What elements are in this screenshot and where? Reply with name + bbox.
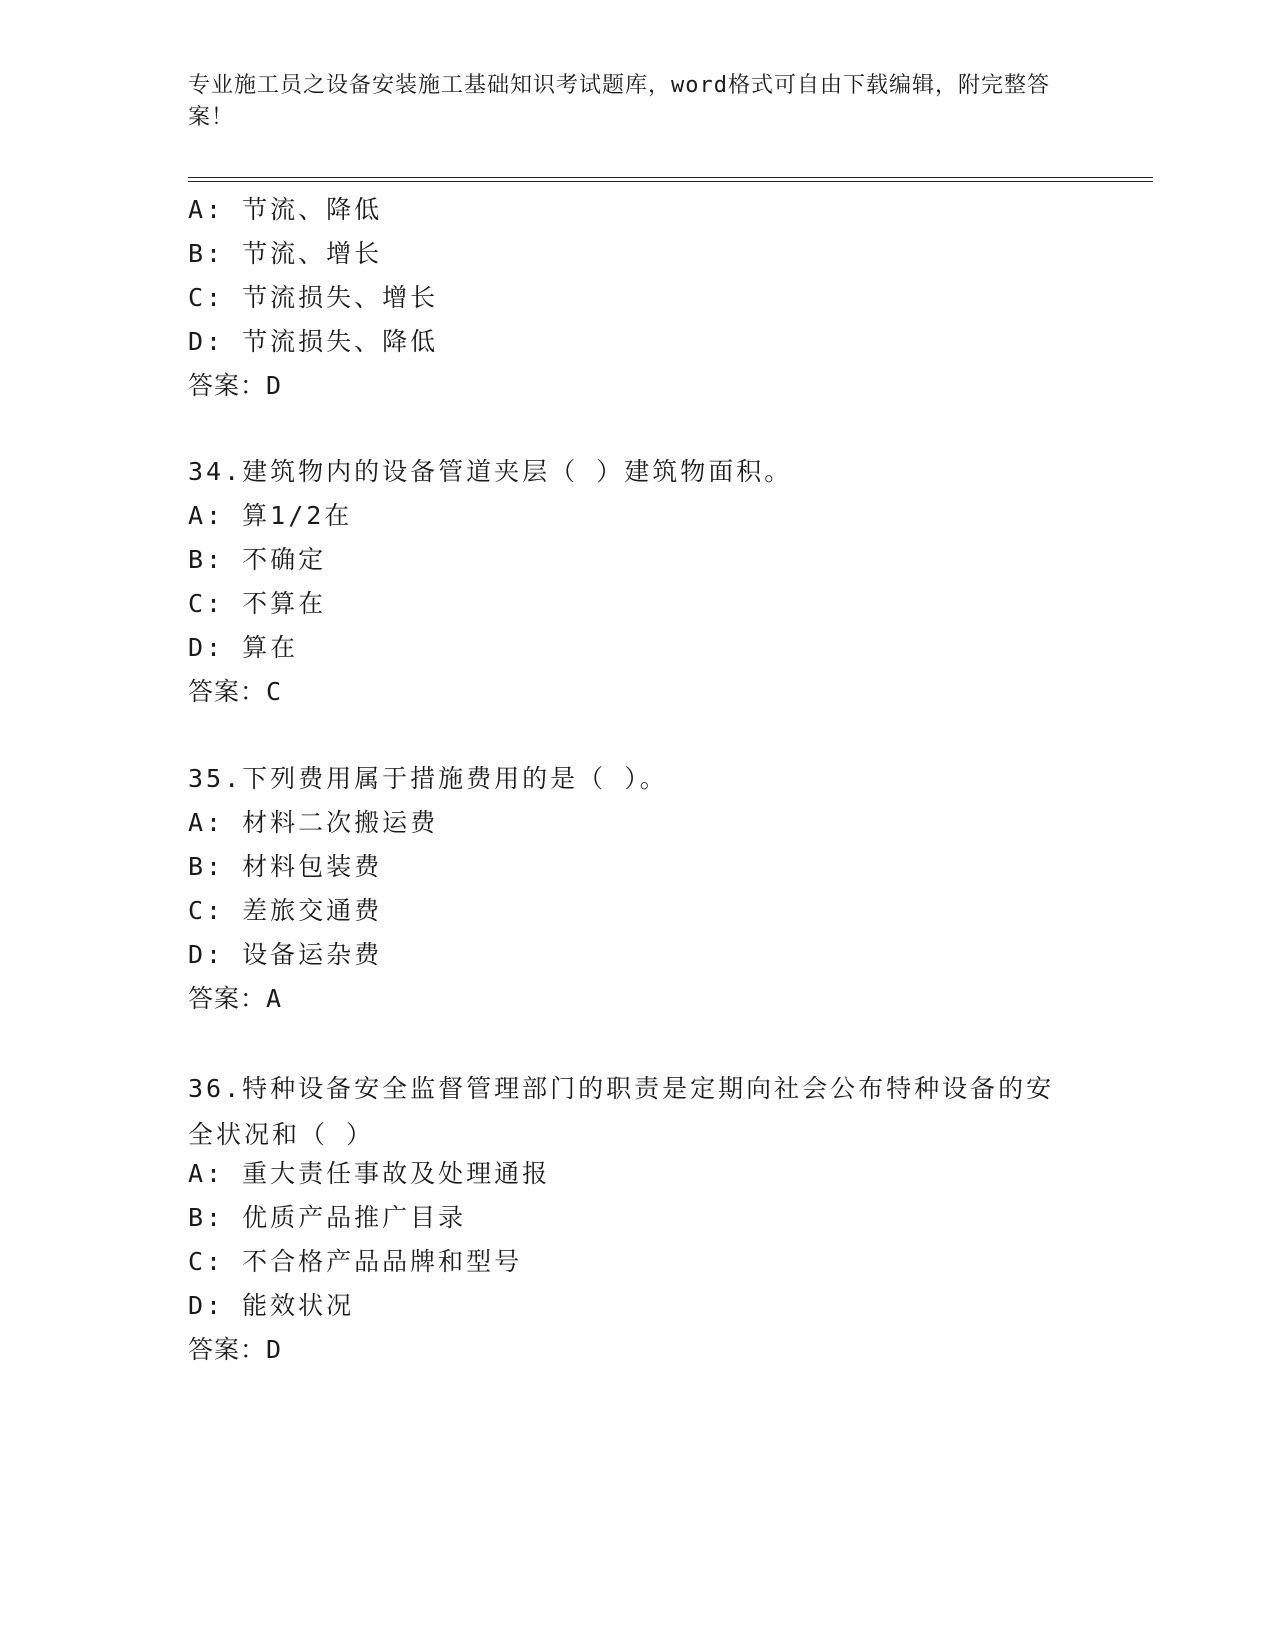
option-d: D: 设备运杂费 (188, 940, 383, 969)
header-divider-top (188, 177, 1153, 178)
answer-value: A (266, 984, 283, 1013)
answer-line (188, 1333, 282, 1367)
option-b: B: 优质产品推广目录 (188, 1203, 467, 1232)
option-d: D: 能效状况 (188, 1291, 355, 1320)
answer-value: D (266, 371, 283, 400)
answer-line (188, 982, 282, 1016)
option-c: C: 节流损失、增长 (188, 283, 439, 312)
option-a: A: 算1/2在 (188, 501, 353, 530)
question-stem: 35.下列费用属于措施费用的是（ ）。 (188, 764, 668, 793)
question-stem: 36.特种设备安全监督管理部门的职责是定期向社会公布特种设备的安全状况和（ ） (188, 1074, 1055, 1149)
option-b: B: 材料包装费 (188, 852, 383, 881)
answer-label: 答案： (188, 371, 267, 400)
option-a: A: 节流、降低 (188, 195, 383, 224)
question-stem: 34.建筑物内的设备管道夹层（ ）建筑物面积。 (188, 457, 793, 486)
option-c: C: 不合格产品品牌和型号 (188, 1247, 523, 1276)
option-d: D: 节流损失、降低 (188, 327, 439, 356)
answer-value: C (266, 677, 283, 706)
answer-line (188, 675, 282, 709)
option-a: A: 材料二次搬运费 (188, 808, 439, 837)
header-divider-bottom (188, 181, 1153, 182)
option-a: A: 重大责任事故及处理通报 (188, 1159, 551, 1188)
option-c: C: 不算在 (188, 589, 327, 618)
answer-value: D (266, 1335, 283, 1364)
answer-label: 答案： (188, 677, 267, 706)
answer-label: 答案： (188, 984, 267, 1013)
answer-line (188, 369, 282, 403)
option-b: B: 节流、增长 (188, 239, 383, 268)
option-d: D: 算在 (188, 633, 299, 662)
document-header: 专业施工员之设备安装施工基础知识考试题库，word格式可自由下载编辑，附完整答案！ (188, 73, 1050, 130)
option-c: C: 差旅交通费 (188, 896, 383, 925)
answer-label: 答案： (188, 1335, 267, 1364)
option-b: B: 不确定 (188, 545, 327, 574)
